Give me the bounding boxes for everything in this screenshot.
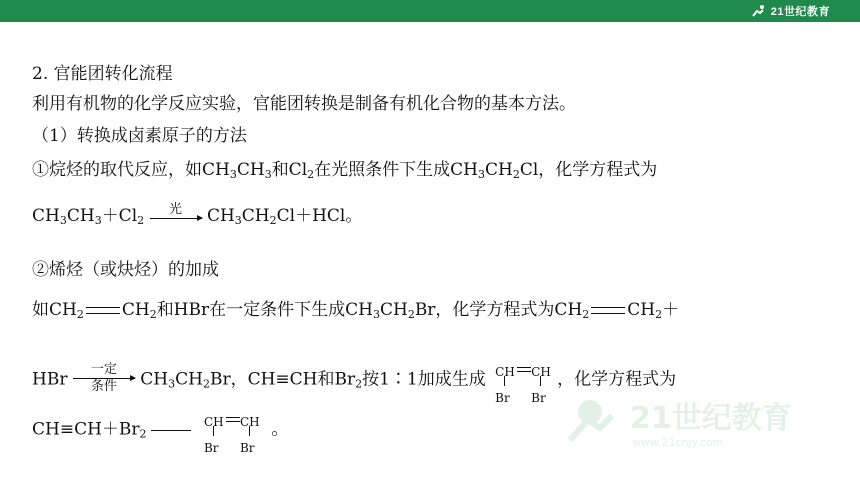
l1-b: CH — [236, 160, 265, 180]
sub: 2 — [149, 308, 157, 321]
sub: 3 — [94, 214, 102, 227]
l2-text: ②烯烃（或炔烃）的加成 — [32, 260, 219, 280]
l5-a: CH≡CH＋Br — [32, 419, 140, 440]
l1-d: 在光照条件下生成CH — [314, 160, 478, 180]
eq1-d: CH — [206, 206, 235, 226]
arrow-icon — [150, 218, 202, 219]
l4-c: CH — [175, 369, 203, 390]
condition-bottom: 条件 — [90, 378, 117, 394]
reaction-line-icon — [151, 430, 191, 431]
sub: 3 — [59, 214, 67, 227]
l3-f: CH — [627, 300, 656, 320]
double-bond-icon — [86, 307, 120, 314]
alkene-addition-line — [32, 298, 679, 322]
condition-light: 光 — [169, 202, 183, 217]
intro-line — [32, 92, 576, 116]
sub: 3 — [477, 168, 485, 181]
runner-logo-icon — [751, 4, 767, 18]
sub: 2 — [76, 308, 84, 321]
l3-d: CH — [379, 300, 408, 320]
sub: 2 — [137, 214, 145, 227]
reaction-arrow-light — [150, 202, 202, 219]
watermark-text: 21世纪教育 — [630, 401, 792, 436]
l3-e: Br，化学方程式为CH — [414, 300, 583, 320]
l3-c: 和HBr在一定条件下生成CH — [156, 300, 373, 320]
top-banner — [0, 0, 860, 22]
sub: 3 — [229, 168, 237, 181]
sub: 2 — [355, 377, 363, 391]
sub: 3 — [372, 308, 380, 321]
l3-a: 如CH — [32, 300, 77, 320]
l4-d: Br，CH≡CH和Br — [209, 369, 356, 390]
sub: 2 — [512, 168, 520, 181]
intro-text: 利用有机物的化学反应实验，官能团转换是制备有机化合物的基本方法。 — [32, 94, 576, 114]
sub: 2 — [269, 214, 277, 227]
subheading-addition — [32, 258, 219, 282]
alkane-substitution-line — [32, 158, 657, 182]
eq1-f: Cl＋HCl。 — [276, 206, 363, 226]
condition-top: 一定 — [90, 361, 117, 377]
sub1-text: （1）转换成卤素原子的方法 — [32, 126, 247, 146]
sub: 2 — [139, 427, 147, 441]
dibromoethene-structure: CH CH Br Br — [495, 365, 551, 405]
eq1-b: CH — [66, 206, 95, 226]
l1-f: Cl，化学方程式为 — [519, 160, 658, 180]
sub: 3 — [168, 377, 176, 391]
equation-1 — [32, 204, 362, 228]
heading-text: 2. 官能团转化流程 — [32, 64, 173, 84]
logo-text: 21世纪教育 — [770, 6, 830, 18]
watermark-url: www.21cnjy.com — [632, 436, 724, 449]
l3-g: ＋ — [662, 300, 680, 320]
sub: 2 — [202, 377, 210, 391]
l3-b: CH — [121, 300, 150, 320]
double-bond-icon — [591, 307, 625, 314]
equation-3-line — [32, 408, 289, 455]
eq1-c: ＋Cl — [101, 206, 138, 226]
l4-a: HBr — [32, 369, 68, 390]
l4-b: CH — [140, 369, 169, 390]
l1-a: ①烷烃的取代反应，如CH — [32, 160, 230, 180]
reaction-arrow-condition — [73, 362, 135, 395]
sub: 2 — [582, 308, 590, 321]
eq1-a: CH — [32, 206, 60, 226]
site-logo — [751, 2, 830, 20]
l1-e: CH — [484, 160, 513, 180]
sub: 3 — [264, 168, 272, 181]
eq1-e: CH — [241, 206, 270, 226]
section-heading — [32, 62, 173, 86]
sub: 2 — [655, 308, 663, 321]
arrow-icon — [73, 378, 135, 379]
sub: 3 — [234, 214, 242, 227]
subheading-halogen — [32, 124, 247, 148]
sub: 2 — [307, 168, 315, 181]
l4-f: ，化学方程式为 — [557, 369, 677, 390]
equation-2-line — [32, 358, 677, 405]
dibromoethene-structure-2: CH CH Br Br — [203, 415, 260, 455]
l1-c: 和Cl — [271, 160, 308, 180]
l4-e: 按1∶1加成生成 — [362, 369, 486, 390]
sub: 2 — [407, 308, 415, 321]
l5-b: 。 — [271, 419, 289, 440]
